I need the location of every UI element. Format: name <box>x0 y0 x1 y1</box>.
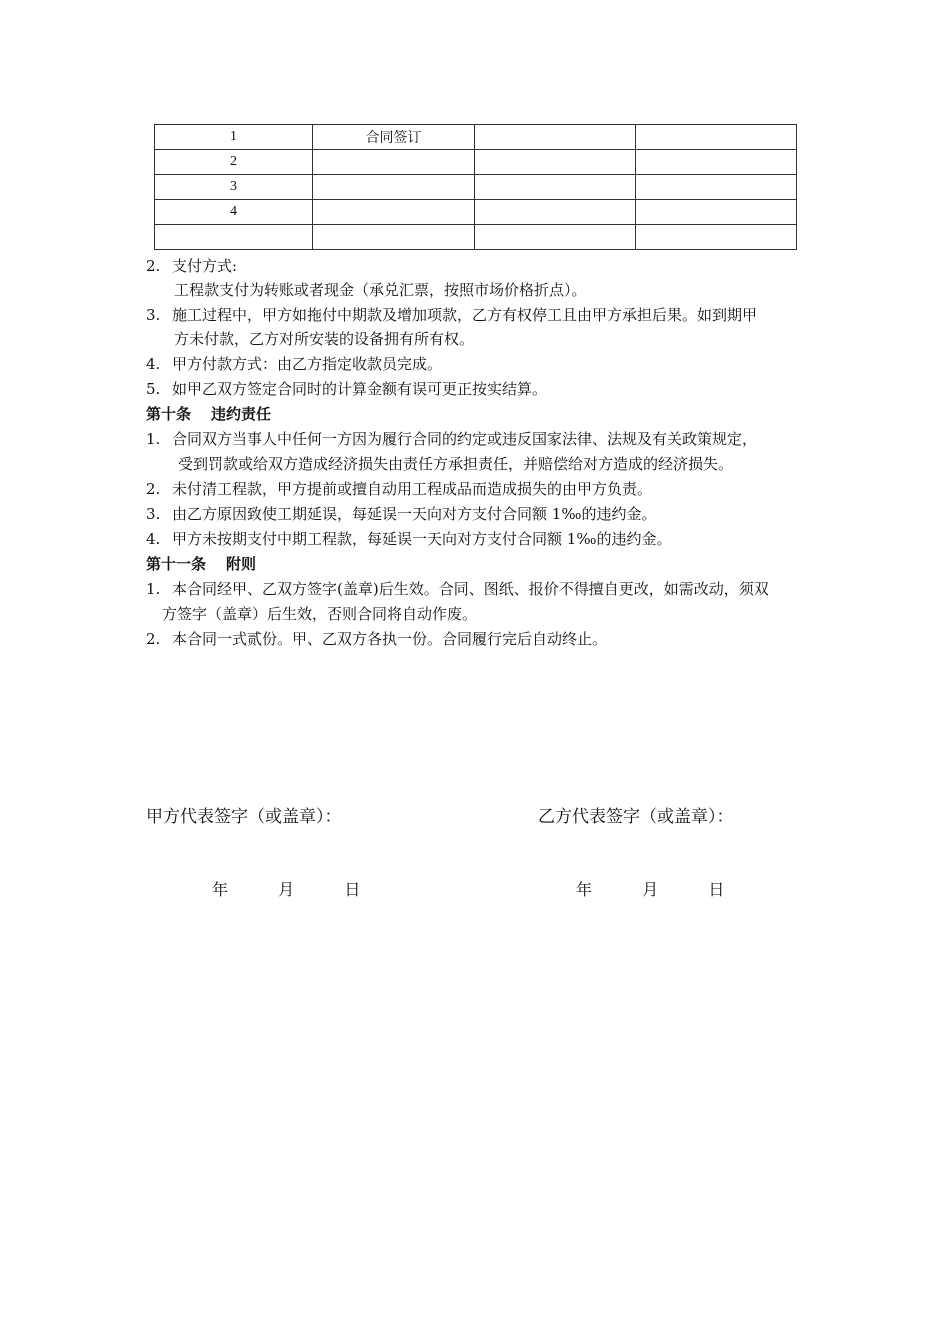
table-cell <box>475 150 636 175</box>
item-number: 3. <box>146 306 161 324</box>
party-a-date <box>212 877 360 900</box>
item-number: 2. <box>146 630 161 648</box>
table-cell: 3 <box>155 175 313 200</box>
article-10-item-1-line2: 受到罚款或给双方造成经济损失由责任方承担责任，并赔偿给对方造成的经济损失。 <box>178 455 734 473</box>
item-text: 合同双方当事人中任何一方因为履行合同的约定或违反国家法律、法规及有关政策规定， <box>172 430 758 448</box>
item-number: 4. <box>146 530 161 548</box>
table-cell: 2 <box>155 150 313 175</box>
date-month: 月 <box>642 880 659 899</box>
party-b-date <box>576 877 724 900</box>
table-cell <box>313 175 475 200</box>
payment-item-5 <box>146 377 826 401</box>
item-number: 5. <box>146 380 161 398</box>
date-day: 日 <box>344 880 361 899</box>
item-text: 未付清工程款，甲方提前或擅自动用工程成品而造成损失的由甲方负责。 <box>172 480 653 498</box>
payment-item-4 <box>146 352 826 376</box>
table-cell: 1 <box>155 125 313 150</box>
table-row <box>155 125 797 150</box>
article-label: 第十一条 <box>146 555 207 573</box>
table-cell <box>636 175 797 200</box>
item-text: 本合同经甲、乙双方签字(盖章)后生效。合同、图纸、报价不得擅自更改，如需改动，须双 <box>172 580 769 598</box>
item-text: 如甲乙双方签定合同时的计算金额有误可更正按实结算。 <box>172 380 548 398</box>
date-year: 年 <box>212 880 229 899</box>
table-cell <box>636 200 797 225</box>
payment-schedule-table <box>154 124 797 250</box>
article-10-item-2 <box>146 477 826 501</box>
article-10-item-3 <box>146 502 826 526</box>
table-cell <box>475 225 636 250</box>
table-cell <box>155 225 313 250</box>
item-number: 2. <box>146 257 161 275</box>
item-number: 1. <box>146 580 161 598</box>
table-cell: 合同签订 <box>313 125 475 150</box>
item-text: 甲方付款方式：由乙方指定收款员完成。 <box>172 355 443 373</box>
item-text: 甲方未按期支付中期工程款，每延误一天向对方支付合同额 1‰的违约金。 <box>172 530 672 548</box>
table-cell <box>475 200 636 225</box>
table-cell <box>313 200 475 225</box>
table-cell <box>636 125 797 150</box>
article-11-item-1-line1 <box>146 577 826 601</box>
table-cell <box>313 150 475 175</box>
table-cell <box>313 225 475 250</box>
payment-item-2-body: 工程款支付为转账或者现金（承兑汇票，按照市场价格折点）。 <box>174 281 587 299</box>
table-row <box>155 175 797 200</box>
item-number: 4. <box>146 355 161 373</box>
article-10-item-1-line1 <box>146 427 826 451</box>
item-number: 2. <box>146 480 161 498</box>
article-title: 违约责任 <box>211 405 272 423</box>
item-text: 施工过程中，甲方如拖付中期款及增加项款，乙方有权停工且由甲方承担后果。如到期甲 <box>172 306 758 324</box>
date-month: 月 <box>278 880 295 899</box>
table-cell <box>636 225 797 250</box>
date-day: 日 <box>708 880 725 899</box>
table-cell <box>475 175 636 200</box>
table-cell <box>636 150 797 175</box>
article-10-item-4 <box>146 527 826 551</box>
table-cell <box>475 125 636 150</box>
table-cell: 4 <box>155 200 313 225</box>
article-title: 附则 <box>226 555 257 573</box>
table-row <box>155 200 797 225</box>
item-number: 1. <box>146 430 161 448</box>
item-text: 本合同一式贰份。甲、乙双方各执一份。合同履行完后自动终止。 <box>172 630 608 648</box>
article-11-heading <box>146 552 826 576</box>
date-year: 年 <box>576 880 593 899</box>
table-row <box>155 150 797 175</box>
item-text: 支付方式: <box>172 257 238 275</box>
article-label: 第十条 <box>146 405 192 423</box>
payment-item-3-line1 <box>146 303 826 327</box>
party-a-signature-label: 甲方代表签字（或盖章）： <box>146 807 342 827</box>
item-text: 由乙方原因致使工期延误，每延误一天向对方支付合同额 1‰的违约金。 <box>172 505 657 523</box>
payment-item-2-title <box>146 254 826 278</box>
table-row <box>155 225 797 250</box>
article-11-item-1-line2: 方签字（盖章）后生效，否则合同将自动作废。 <box>162 605 478 623</box>
article-11-item-2 <box>146 627 826 651</box>
payment-item-3-line2: 方未付款，乙方对所安装的设备拥有所有权。 <box>174 330 475 348</box>
item-number: 3. <box>146 505 161 523</box>
party-b-signature-label: 乙方代表签字（或盖章）： <box>538 807 734 827</box>
article-10-heading <box>146 402 826 426</box>
